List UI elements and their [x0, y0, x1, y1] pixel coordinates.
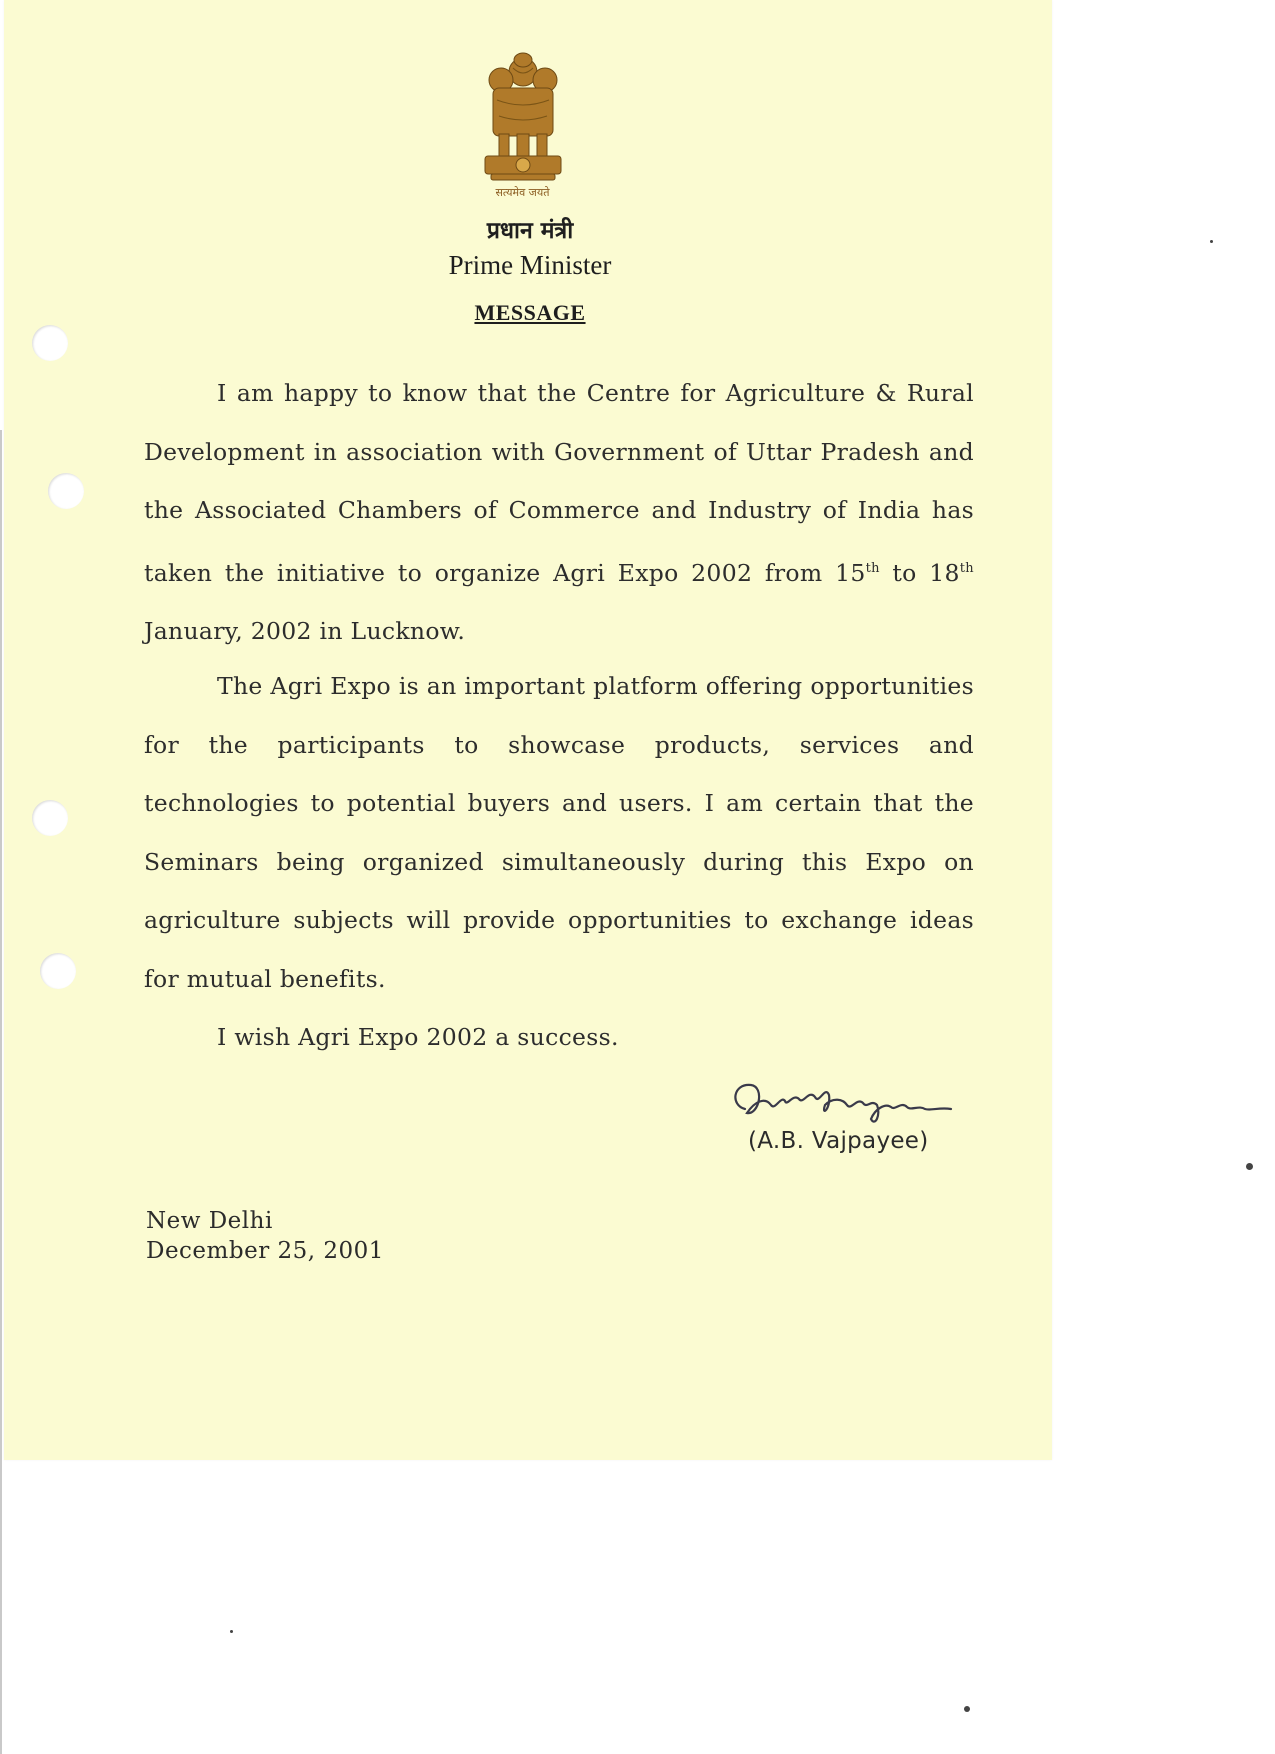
paragraph-2: The Agri Expo is an important platform offering opportunities for the participants to showcase products, services and technologies to potential buyers and users. I am certain that the Seminars being organized simultaneously during this Expo on agriculture subjects will provide opportunities to exchange ideas for mutual benefits.	[144, 672, 974, 993]
handwritten-signature	[725, 1075, 965, 1135]
punch-hole	[48, 473, 84, 509]
date-middle: to 18	[879, 558, 960, 587]
hindi-title: प्रधान मंत्री	[486, 218, 574, 244]
scan-speck	[230, 1630, 233, 1633]
scan-speck	[1246, 1163, 1253, 1170]
punch-hole	[32, 325, 68, 361]
paragraph-3: I wish Agri Expo 2002 a success.	[217, 1023, 619, 1051]
date-start: 15	[835, 558, 866, 587]
page-edge	[0, 430, 2, 1754]
message-heading: MESSAGE	[474, 300, 586, 325]
scan-speck	[964, 1706, 970, 1712]
page-title: Prime Minister	[448, 250, 612, 280]
paragraph-1-text: I am happy to know that the Centre for Agriculture & Rural Development in association with Government of Uttar Pradesh and the Associated Chambers of Commerce and Industry of India has taken the initiative to organize Agri Expo 2002 from	[144, 379, 974, 587]
ordinal-suffix: th	[865, 560, 880, 576]
date-end: January, 2002 in Lucknow.	[144, 616, 466, 645]
national-emblem-icon	[477, 50, 569, 190]
scan-speck	[1210, 240, 1213, 243]
place: New Delhi	[146, 1208, 273, 1234]
signatory-name: (A.B. Vajpayee)	[748, 1128, 929, 1154]
ordinal-suffix: th	[959, 560, 974, 576]
punch-hole	[40, 953, 76, 989]
date: December 25, 2001	[146, 1238, 384, 1264]
paragraph-1	[144, 364, 974, 660]
motto: सत्यमेव जयते	[495, 186, 550, 199]
punch-hole	[32, 800, 68, 836]
